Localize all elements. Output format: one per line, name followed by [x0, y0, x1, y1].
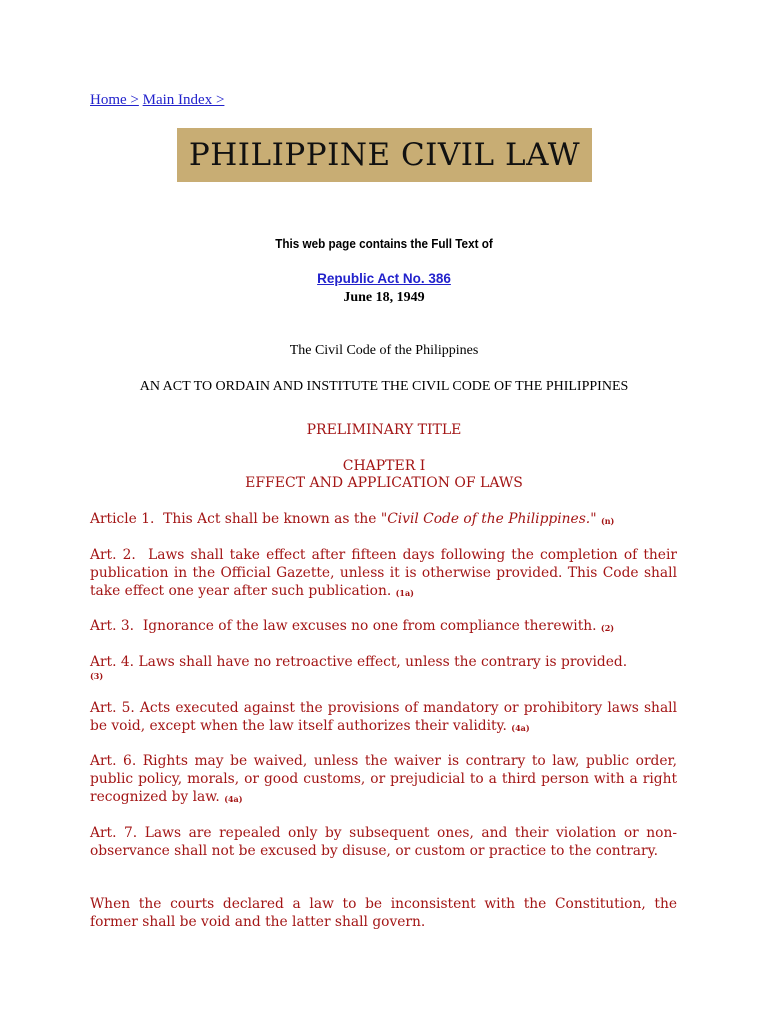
article-label: Art. 6.	[90, 753, 137, 769]
article-text: Acts executed against the provisions of mandatory or prohibitory laws shall be void, except when the law itself authorizes their validity.	[90, 700, 677, 734]
chapter-heading	[0, 458, 768, 492]
home-link[interactable]: Home >	[90, 92, 139, 108]
article-2	[90, 546, 677, 601]
article-ref: (1a)	[395, 588, 414, 598]
article-label: Art. 5.	[90, 700, 135, 716]
code-name: The Civil Code of the Philippines	[289, 343, 479, 358]
article-label: Art. 7.	[90, 825, 138, 841]
article-label: Art. 2.	[90, 547, 136, 563]
banner-title: PHILIPPINE CIVIL LAW	[188, 137, 581, 173]
article-3	[90, 617, 677, 636]
full-text-note: This web page contains the Full Text of	[275, 236, 493, 251]
article-text: Laws shall take effect after fifteen days following the completion of their publication in the Official Gazette, unless it is otherwise provided. This Code shall take effect one year after such publication.	[90, 547, 677, 599]
article-ref: (3)	[90, 671, 104, 681]
article-ref: (n)	[600, 516, 615, 526]
article-label: Art. 3.	[90, 618, 135, 634]
article-text: Ignorance of the law excuses no one from compliance therewith.	[142, 618, 597, 634]
republic-act-link[interactable]: Republic Act No. 386	[317, 271, 451, 286]
act-title: AN ACT TO ORDAIN AND INSTITUTE THE CIVIL CODE OF THE PHILIPPINES	[139, 379, 629, 394]
article-4	[90, 653, 677, 681]
article-5	[90, 699, 677, 736]
preliminary-title: PRELIMINARY TITLE	[306, 422, 462, 438]
main-index-link[interactable]: Main Index >	[142, 92, 225, 108]
site-banner	[177, 128, 592, 182]
article-6	[90, 752, 677, 807]
breadcrumb	[90, 92, 224, 109]
ra-link-container	[0, 271, 768, 286]
chapter-name: EFFECT AND APPLICATION OF LAWS	[245, 475, 523, 491]
article-emphasis: "Civil Code of the Philippines."	[380, 511, 597, 527]
article-text: Laws are repealed only by subsequent ones, and their violation or non-observance shall not be excused by disuse, or custom or practice to the contrary.	[90, 825, 678, 859]
article-ref: (2)	[600, 623, 615, 633]
article-text: Rights may be waived, unless the waiver is contrary to law, public order, public policy, morals, or good customs, or prejudicial to a third person with a right recognized by law.	[90, 753, 678, 805]
article-7	[90, 824, 677, 860]
ra-date: June 18, 1949	[343, 290, 425, 305]
article-ref: (4a)	[224, 794, 243, 804]
article-label: Article 1.	[90, 511, 155, 527]
article-1	[90, 510, 677, 529]
chapter-number: CHAPTER I	[342, 458, 426, 474]
article-text: Laws shall have no retroactive effect, unless the contrary is provided.	[138, 654, 628, 670]
article-label: Art. 4.	[90, 654, 135, 670]
article-text: This Act shall be known as the	[163, 511, 381, 527]
article-ref: (4a)	[511, 723, 530, 733]
closing-paragraph: When the courts declared a law to be inconsistent with the Constitution, the former shall be void and the latter shall govern.	[90, 896, 677, 930]
